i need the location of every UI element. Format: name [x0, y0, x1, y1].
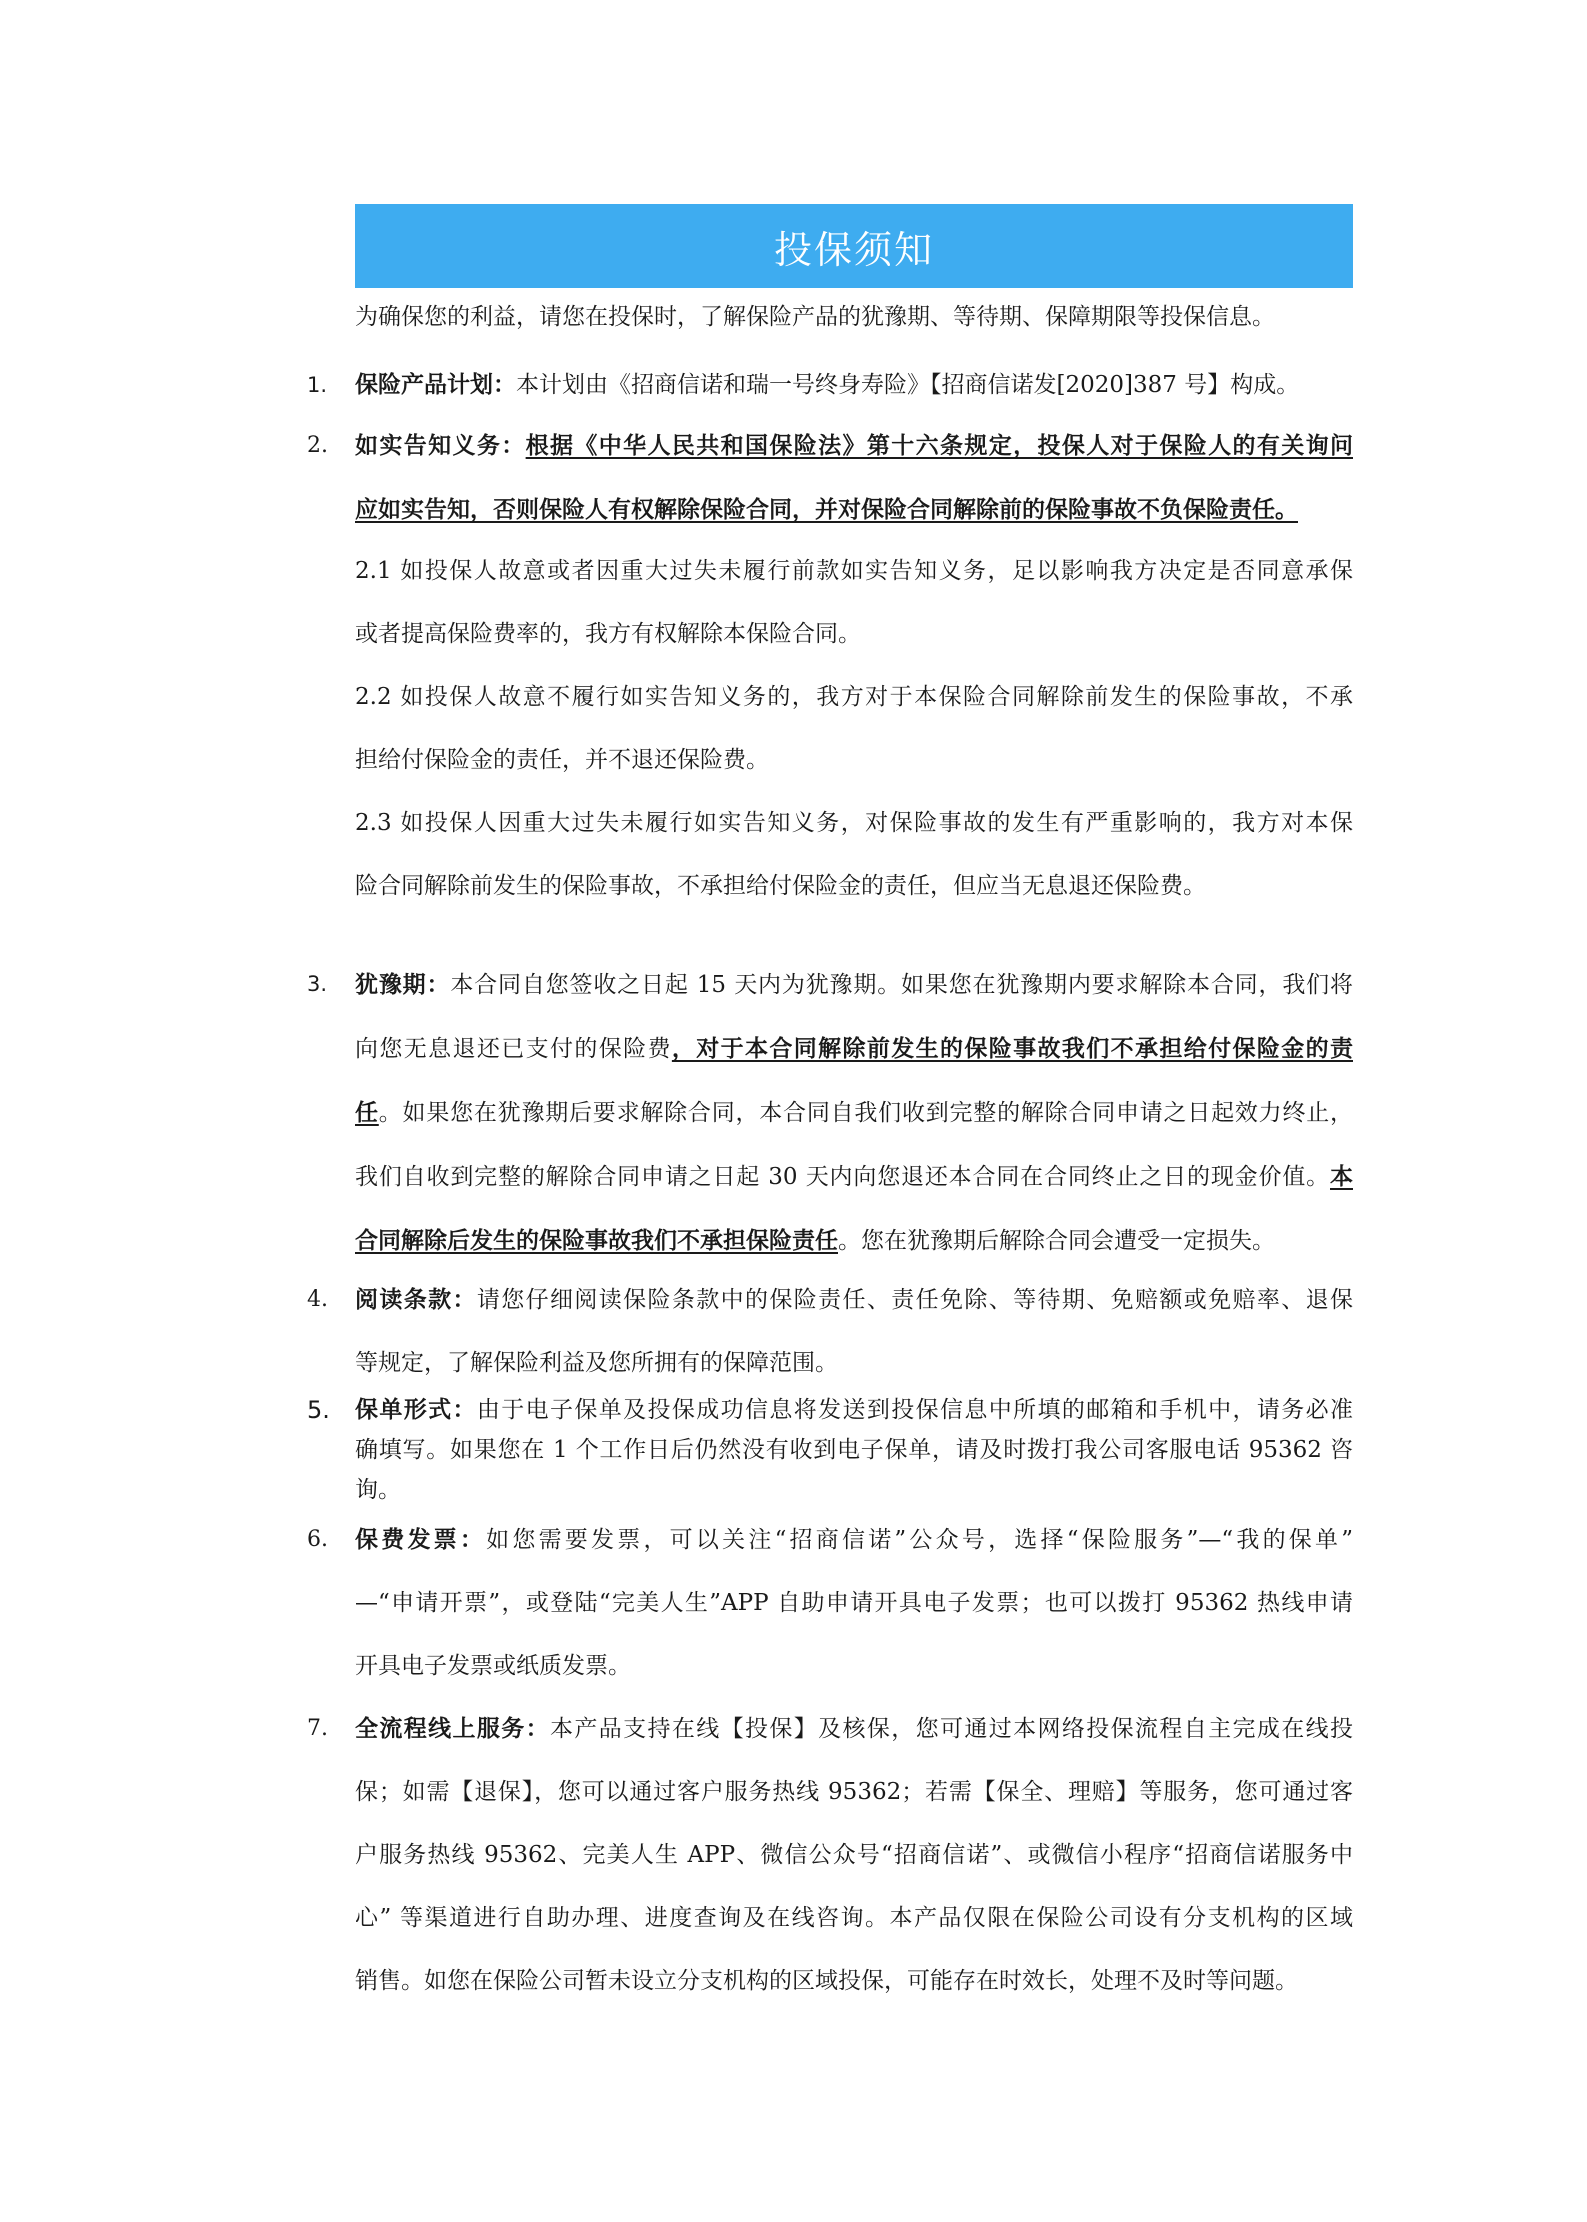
item-text-bold-underlined: 合同解除后发生的保险事故我们不承担保险责任 — [355, 1227, 838, 1254]
item-label: 保险产品计划： — [355, 371, 516, 398]
item-number: 5. — [307, 1396, 330, 1424]
sub-item-2-1 — [355, 540, 1353, 666]
item-label: 阅读条款： — [355, 1286, 477, 1313]
item-text: 本计划由《招商信诺和瑞一号终身寿险》【招商信诺发[2020]387 号】构成。 — [516, 372, 1300, 398]
item-text: 由于电子保单及投保成功信息将发送到投保信息中所填的邮箱和手机中，请务必准 — [476, 1397, 1353, 1423]
item-text-bold-underlined: ，对于本合同解除前发生的保险事故我们不承担给付保险金的责 — [671, 1035, 1353, 1062]
item-number: 2. — [307, 433, 328, 458]
list-item-6 — [307, 1508, 1354, 1698]
item-text: 销售。如您在保险公司暂未设立分支机构的区域投保，可能存在时效长，处理不及时等问题。 — [355, 1968, 1298, 1994]
title-banner — [355, 204, 1353, 288]
item-text: 本产品支持在线【投保】及核保，您可通过本网络投保流程自主完成在线投 — [550, 1716, 1353, 1742]
item-text: 向您无息退还已支付的保险费 — [355, 1036, 672, 1062]
sub-item-2-3 — [355, 792, 1353, 918]
item-number: 3. — [307, 972, 328, 996]
list-item-3 — [307, 953, 1354, 1273]
item-label: 犹豫期： — [355, 971, 451, 998]
sub-item-text: 担给付保险金的责任，并不退还保险费。 — [355, 747, 769, 773]
item-text: 等规定，了解保险利益及您所拥有的保障范围。 — [355, 1350, 838, 1376]
item-number: 4. — [307, 1287, 328, 1312]
item-text: 本合同自您签收之日起 15 天内为犹豫期。如果您在犹豫期内要求解除本合同，我们将 — [450, 972, 1353, 998]
item-text: —“申请开票”，或登陆“完美人生”APP 自助申请开具电子发票；也可以拨打 95362 热线申请 — [355, 1590, 1353, 1616]
sub-item-text: 2.1 如投保人故意或者因重大过失未履行前款如实告知义务，足以影响我方决定是否同意承保 — [355, 558, 1353, 584]
item-label: 全流程线上服务： — [355, 1715, 550, 1742]
sub-item-text: 2.2 如投保人故意不履行如实告知义务的，我方对于本保险合同解除前发生的保险事故，不承 — [355, 684, 1353, 710]
item-label: 如实告知义务： — [355, 432, 526, 459]
sub-item-2-2 — [355, 666, 1353, 792]
sub-item-text: 2.3 如投保人因重大过失未履行如实告知义务，对保险事故的发生有严重影响的，我方对本保 — [355, 810, 1353, 836]
item-label: 保费发票： — [355, 1526, 487, 1553]
item-label: 保单形式： — [355, 1396, 477, 1423]
intro-text: 为确保您的利益，请您在投保时，了解保险产品的犹豫期、等待期、保障期限等投保信息。 — [355, 304, 1275, 330]
item-text: 请您仔细阅读保险条款中的保险责任、责任免除、等待期、免赔额或免赔率、退保 — [476, 1287, 1353, 1313]
sub-item-text: 险合同解除前发生的保险事故，不承担给付保险金的责任，但应当无息退还保险费。 — [355, 873, 1206, 899]
list-item-4 — [307, 1268, 1353, 1395]
list-item-1 — [307, 364, 1353, 406]
item-text: 户服务热线 95362、完美人生 APP、微信公众号“招商信诺”、或微信小程序“招商信诺服务中 — [355, 1842, 1353, 1868]
item-number: 7. — [307, 1716, 328, 1741]
item-text: 开具电子发票或纸质发票。 — [355, 1653, 631, 1679]
item-text: 心” 等渠道进行自助办理、进度查询及在线咨询。本产品仅限在保险公司设有分支机构的区域 — [355, 1905, 1353, 1931]
item-text-bold-underlined: 本 — [1330, 1163, 1353, 1190]
item-text: 询。 — [355, 1477, 401, 1503]
item-text: 确填写。如果您在 1 个工作日后仍然没有收到电子保单，请及时拨打我公司客服电话 95362 咨 — [355, 1437, 1353, 1463]
list-item-5 — [307, 1390, 1353, 1510]
item-number: 6. — [307, 1527, 328, 1552]
item-text: 我们自收到完整的解除合同申请之日起 30 天内向您退还本合同在合同终止之日的现金价值。 — [355, 1164, 1330, 1190]
item-text-bold-underlined: 应如实告知，否则保险人有权解除保险合同，并对保险合同解除前的保险事故不负保险责任。 — [355, 496, 1298, 523]
page-title: 投保须知 — [773, 227, 934, 272]
sub-item-text: 或者提高保险费率的，我方有权解除本保险合同。 — [355, 621, 861, 647]
list-item-7 — [307, 1697, 1353, 2013]
list-item-2 — [307, 414, 1353, 542]
item-text: 。您在犹豫期后解除合同会遭受一定损失。 — [838, 1228, 1275, 1254]
item-number: 1. — [307, 373, 328, 397]
item-text-bold-underlined: 任 — [355, 1099, 379, 1126]
item-text: 。如果您在犹豫期后要求解除合同，本合同自我们收到完整的解除合同申请之日起效力终止， — [378, 1100, 1354, 1126]
item-text: 如您需要发票，可以关注“招商信诺”公众号，选择“保险服务”—“我的保单” — [486, 1527, 1354, 1553]
item-text-bold-underlined: 根据《中华人民共和国保险法》第十六条规定，投保人对于保险人的有关询问 — [525, 432, 1353, 459]
item-text: 保；如需【退保】，您可以通过客户服务热线 95362；若需【保全、理赔】等服务，您可通过客 — [355, 1779, 1353, 1805]
